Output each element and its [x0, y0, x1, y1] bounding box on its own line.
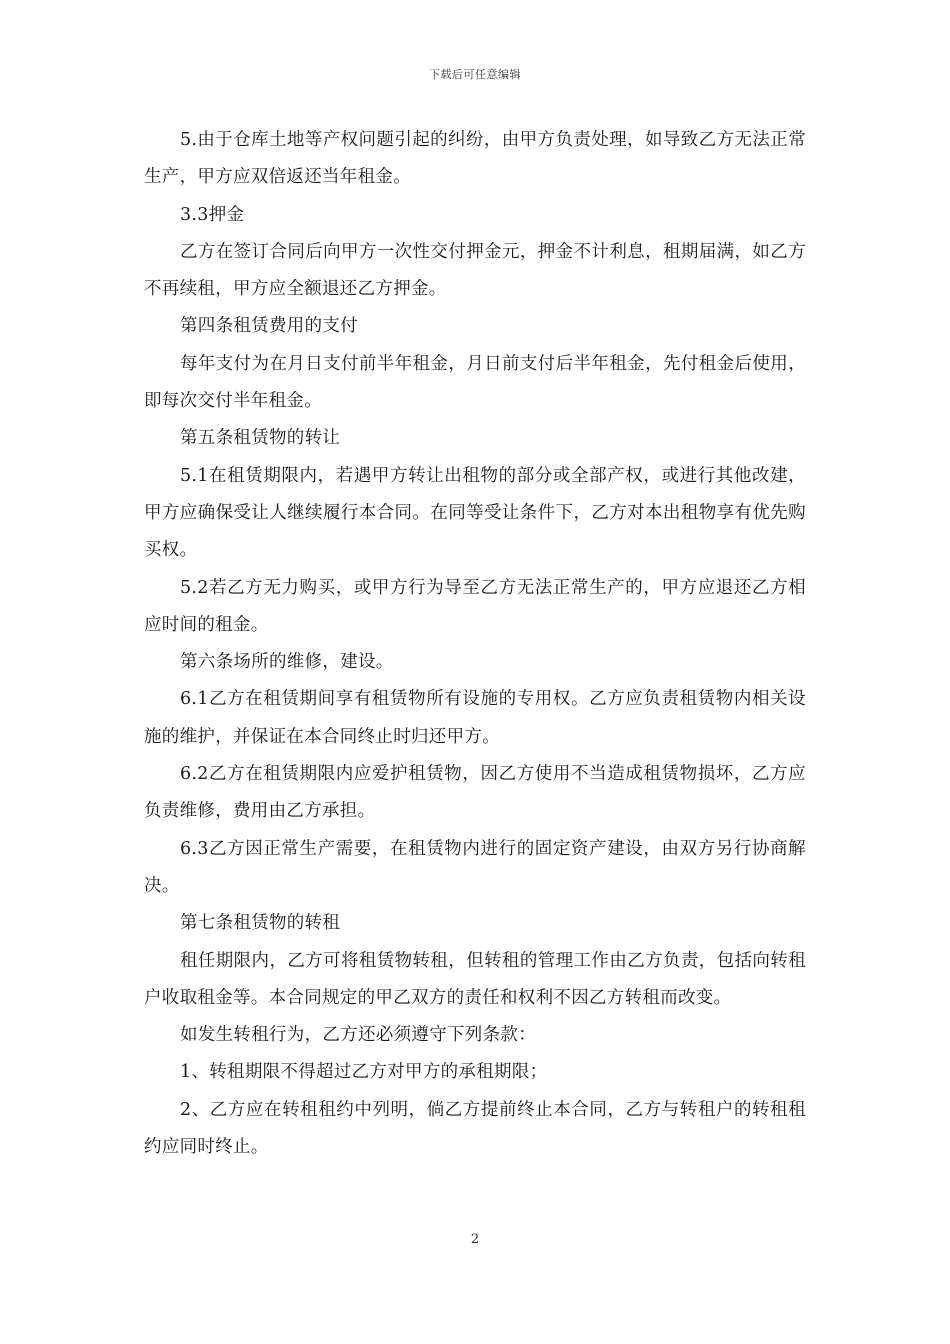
page-number: 2 [470, 1232, 480, 1247]
page-header-note: 下载后可任意编辑 [429, 68, 521, 81]
paragraph-sublease: 租任期限内，乙方可将租赁物转租，但转租的管理工作由乙方负责，包括向转租户收取租金等。本合同规定的甲乙双方的责任和权利不因乙方转租而改变。 [144, 950, 806, 1008]
paragraph-deposit: 乙方在签订合同后向甲方一次性交付押金元，押金不计利息，租期届满，如乙方不再续租，甲方应全额退还乙方押金。 [144, 241, 806, 300]
article-heading-4: 第四条租赁费用的支付 [180, 316, 358, 337]
section-heading-deposit: 3.3押金 [180, 204, 245, 225]
list-item-sublease-2: 2、乙方应在转租租约中列明，倘乙方提前终止本合同，乙方与转租户的转租租约应同时终止。 [144, 1099, 806, 1158]
paragraph-6-2: 6.2乙方在租赁期限内应爱护租赁物，因乙方使用不当造成租赁物损坏，乙方应负责维修，费用由乙方承担。 [144, 764, 806, 822]
paragraph-6-1: 6.1乙方在租赁期间享有租赁物所有设施的专用权。乙方应负责租赁物内相关设施的维护，并保证在本合同终止时归还甲方。 [144, 689, 806, 747]
paragraph-5-2: 5.2若乙方无力购买，或甲方行为导至乙方无法正常生产的，甲方应退还乙方相应时间的租金。 [144, 577, 806, 635]
paragraph-5-1: 5.1在租赁期限内，若遇甲方转让出租物的部分或全部产权，或进行其他改建，甲方应确保受让人继续履行本合同。在同等受让条件下，乙方对本出租物享有优先购买权。 [144, 465, 806, 561]
paragraph-dispute-clause: 5.由于仓库土地等产权问题引起的纠纷，由甲方负责处理，如导致乙方无法正常生产，甲方应双倍返还当年租金。 [144, 130, 806, 188]
document-body [144, 122, 806, 1166]
article-heading-5: 第五条租赁物的转让 [180, 428, 341, 449]
article-heading-6: 第六条场所的维修，建设。 [180, 652, 394, 673]
paragraph-payment: 每年支付为在月日支付前半年租金，月日前支付后半年租金，先付租金后使用，即每次交付半年租金。 [144, 353, 806, 412]
article-heading-7: 第七条租赁物的转租 [180, 913, 341, 934]
paragraph-sublease-terms-intro: 如发生转租行为，乙方还必须遵守下列条款： [180, 1025, 536, 1046]
list-item-sublease-1: 1、转租期限不得超过乙方对甲方的承租期限； [180, 1062, 548, 1083]
paragraph-6-3: 6.3乙方因正常生产需要，在租赁物内进行的固定资产建设，由双方另行协商解决。 [144, 838, 806, 896]
